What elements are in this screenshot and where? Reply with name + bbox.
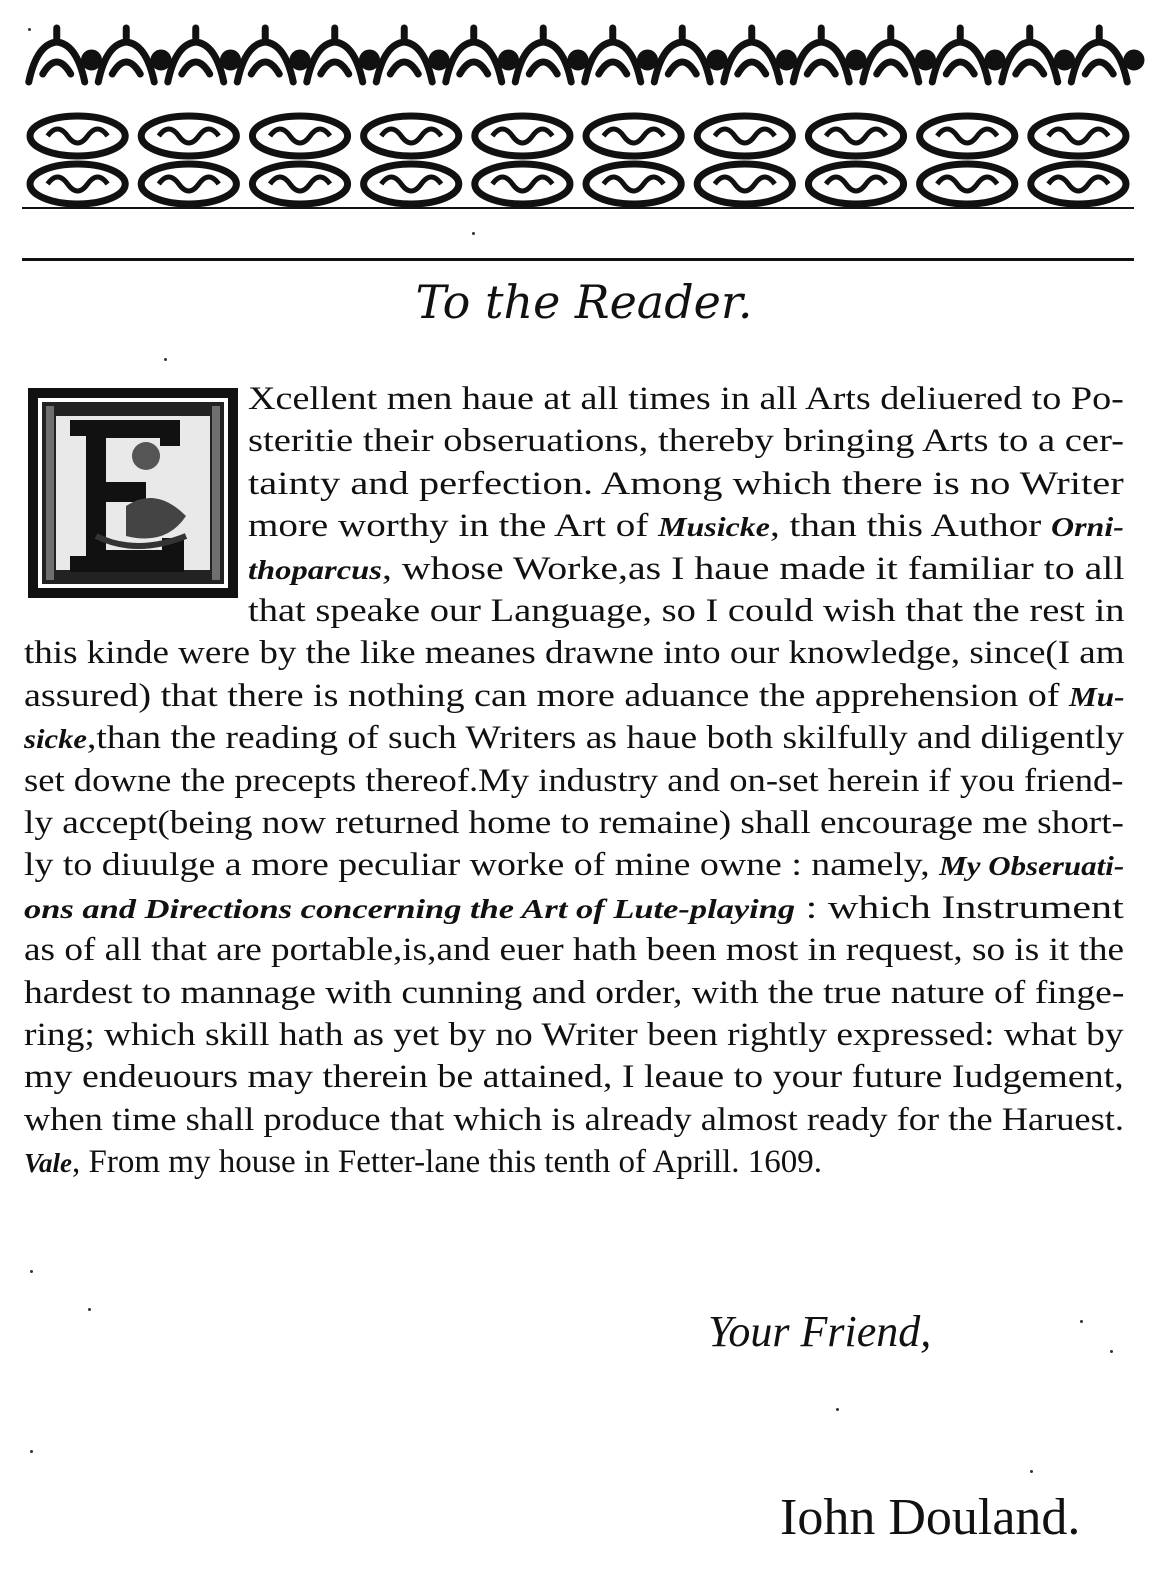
ornament-scroll bbox=[48, 129, 108, 143]
body-line bbox=[24, 1016, 1124, 1054]
ornament-scroll bbox=[492, 129, 552, 143]
decorated-initial-e bbox=[26, 386, 240, 600]
ornament-medallion bbox=[1031, 164, 1126, 204]
italic-text: ons and Directions concerning the Art of Lute-playing bbox=[24, 893, 796, 924]
body-line bbox=[24, 846, 1124, 885]
ornament-bud bbox=[1058, 53, 1072, 67]
ornament-leaf bbox=[1002, 28, 1058, 82]
text-run: more worthy in the Art of bbox=[248, 508, 659, 545]
scan-speck bbox=[1030, 1470, 1033, 1473]
ornament-leaf bbox=[724, 28, 780, 82]
text-run: , than this Author bbox=[769, 508, 1052, 545]
italic-text: thoparcus bbox=[248, 554, 382, 585]
ornament-scroll bbox=[1048, 129, 1108, 143]
ornament-medallion bbox=[808, 164, 903, 204]
ornament-leaf bbox=[237, 28, 293, 82]
ornament-leaf bbox=[446, 28, 502, 82]
ornament-scroll bbox=[826, 129, 886, 143]
ornament-leaf bbox=[168, 28, 224, 82]
body-line bbox=[24, 1143, 822, 1182]
body-line bbox=[24, 719, 1124, 758]
text-run: steritie their obseruations, thereby bringing Arts to a cer- bbox=[248, 423, 1125, 460]
ornament-leaf bbox=[29, 28, 85, 82]
ornament-medallion bbox=[1031, 116, 1126, 156]
ornament-medallion bbox=[141, 116, 236, 156]
text-run: tainty and perfection. Among which there is no Writer bbox=[248, 465, 1124, 502]
ornament-bud bbox=[363, 53, 377, 67]
body-line bbox=[24, 677, 1125, 716]
text-run: ly to diuulge a more peculiar worke of mine owne : namely, bbox=[24, 847, 940, 884]
ornament-medallion bbox=[30, 164, 125, 204]
text-run: hardest to mannage with cunning and order, with the true nature of finge- bbox=[24, 974, 1125, 1011]
body-line bbox=[248, 550, 1124, 589]
text-run: , From my house in Fetter-lane this tenth of Aprill. 1609. bbox=[72, 1144, 823, 1181]
ornament-bud bbox=[1127, 53, 1141, 67]
ornament-leaf bbox=[307, 28, 363, 82]
ornament-scroll bbox=[937, 177, 997, 191]
text-run: ly accept(being now returned home to remaine) shall encourage me short- bbox=[24, 805, 1124, 841]
ornament-bud bbox=[571, 53, 585, 67]
body-line bbox=[24, 1058, 1124, 1096]
ornament-scroll bbox=[826, 177, 886, 191]
ornament-medallion bbox=[586, 116, 681, 156]
ornament-medallion bbox=[141, 164, 236, 204]
ornament-medallion bbox=[252, 164, 347, 204]
italic-text: My Obseruati- bbox=[939, 851, 1125, 882]
body-line bbox=[248, 507, 1124, 546]
ornament-leaf bbox=[863, 28, 919, 82]
ornament-bud bbox=[502, 53, 516, 67]
ornament-medallion bbox=[920, 164, 1015, 204]
body-line bbox=[24, 889, 1124, 928]
header-rule bbox=[22, 258, 1134, 261]
ornament-bud bbox=[849, 53, 863, 67]
text-run: , whose Worke,as I haue made it familiar to all bbox=[381, 550, 1125, 587]
text-run: : which Instrument bbox=[795, 889, 1124, 926]
ornament-bud bbox=[85, 53, 99, 67]
text-run: ,than the reading of such Writers as haue both skilfully and diligently bbox=[87, 720, 1125, 757]
ornament-leaf bbox=[793, 28, 849, 82]
body-line bbox=[24, 931, 1124, 969]
body-line bbox=[248, 422, 1124, 460]
ornament-leaf bbox=[654, 28, 710, 82]
ornament-bud bbox=[154, 53, 168, 67]
ornament-medallion bbox=[475, 164, 570, 204]
ornament-scroll bbox=[159, 129, 219, 143]
ornament-leaf bbox=[98, 28, 154, 82]
text-run: when time shall produce that which is already almost ready for the Haruest. bbox=[24, 1101, 1124, 1138]
body-line bbox=[24, 974, 1124, 1012]
ornament-bud bbox=[919, 53, 933, 67]
ornament-leaf bbox=[376, 28, 432, 82]
body-line bbox=[24, 1101, 1124, 1139]
italic-text: sicke bbox=[24, 724, 88, 755]
scan-speck bbox=[472, 232, 475, 235]
body-line bbox=[24, 804, 1124, 842]
text-run: this kinde were by the like meanes drawne into our knowledge, since(I am bbox=[24, 635, 1125, 672]
text-run: that speake our Language, so I could wish that the rest in bbox=[248, 593, 1125, 629]
ornament-scroll bbox=[159, 177, 219, 191]
body-line bbox=[24, 634, 1125, 672]
ornament-medallion bbox=[364, 164, 459, 204]
ornament-bud bbox=[641, 53, 655, 67]
ornament-scroll bbox=[604, 177, 664, 191]
ornament-medallion bbox=[364, 116, 459, 156]
text-run: Xcellent men haue at all times in all Arts deliuered to Po- bbox=[248, 381, 1124, 417]
italic-text: Orni- bbox=[1051, 512, 1124, 543]
body-line bbox=[248, 380, 1124, 418]
page-title: To the Reader. bbox=[415, 275, 753, 329]
signature: Iohn Douland. bbox=[780, 1489, 1081, 1546]
scan-speck bbox=[164, 358, 167, 361]
ornament-medallion bbox=[586, 164, 681, 204]
ornament-medallion bbox=[697, 164, 792, 204]
ornament-medallion bbox=[808, 116, 903, 156]
ornament-medallion bbox=[475, 116, 570, 156]
ornament-medallion bbox=[920, 116, 1015, 156]
italic-text: Musicke bbox=[658, 512, 770, 543]
ornament-medallion bbox=[697, 116, 792, 156]
text-run: ring; which skill hath as yet by no Writer been rightly expressed: what by bbox=[24, 1017, 1124, 1053]
text-run: set downe the precepts thereof.My industry and on-set herein if you friend- bbox=[24, 762, 1124, 799]
text-run: my endeuours may therein be attained, I leaue to your future Iudgement, bbox=[24, 1059, 1124, 1096]
ornament-leaf bbox=[515, 28, 571, 82]
italic-text: Mu- bbox=[1069, 681, 1125, 712]
scan-speck bbox=[30, 1270, 33, 1273]
ornament-bud bbox=[710, 53, 724, 67]
scan-speck bbox=[1080, 1320, 1083, 1323]
ornament-leaf bbox=[585, 28, 641, 82]
ornamental-header-band bbox=[22, 12, 1147, 212]
scan-speck bbox=[88, 1308, 91, 1311]
ornament-leaf bbox=[932, 28, 988, 82]
ornament-bud bbox=[293, 53, 307, 67]
scan-speck bbox=[836, 1408, 839, 1411]
ornament-scroll bbox=[48, 177, 108, 191]
ornament-medallion bbox=[252, 116, 347, 156]
ornament-scroll bbox=[937, 129, 997, 143]
body-line bbox=[248, 592, 1125, 630]
ornament-scroll bbox=[715, 177, 775, 191]
ornament-scroll bbox=[715, 129, 775, 143]
ornament-scroll bbox=[492, 177, 552, 191]
closing-salutation: Your Friend, bbox=[708, 1307, 932, 1356]
scan-speck bbox=[30, 1450, 33, 1453]
ornament-leaf bbox=[1071, 28, 1127, 82]
ornament-scroll bbox=[604, 129, 664, 143]
ornament-bud bbox=[224, 53, 238, 67]
ornament-scroll bbox=[381, 129, 441, 143]
ornament-scroll bbox=[270, 177, 330, 191]
text-run: assured) that there is nothing can more aduance the apprehension of bbox=[24, 677, 1070, 714]
ornament-bud bbox=[780, 53, 794, 67]
ornament-bud bbox=[988, 53, 1002, 67]
ornament-scroll bbox=[1048, 177, 1108, 191]
ornament-scroll bbox=[270, 129, 330, 143]
text-run: as of all that are portable,is,and euer hath been most in request, so is it the bbox=[24, 932, 1125, 969]
scan-speck bbox=[28, 28, 31, 31]
body-line bbox=[24, 762, 1123, 800]
ornament-scroll bbox=[381, 177, 441, 191]
italic-text: Vale bbox=[24, 1148, 73, 1179]
ornament-bud bbox=[432, 53, 446, 67]
scan-speck bbox=[1110, 1350, 1113, 1353]
body-line bbox=[248, 465, 1124, 503]
ornament-medallion bbox=[30, 116, 125, 156]
